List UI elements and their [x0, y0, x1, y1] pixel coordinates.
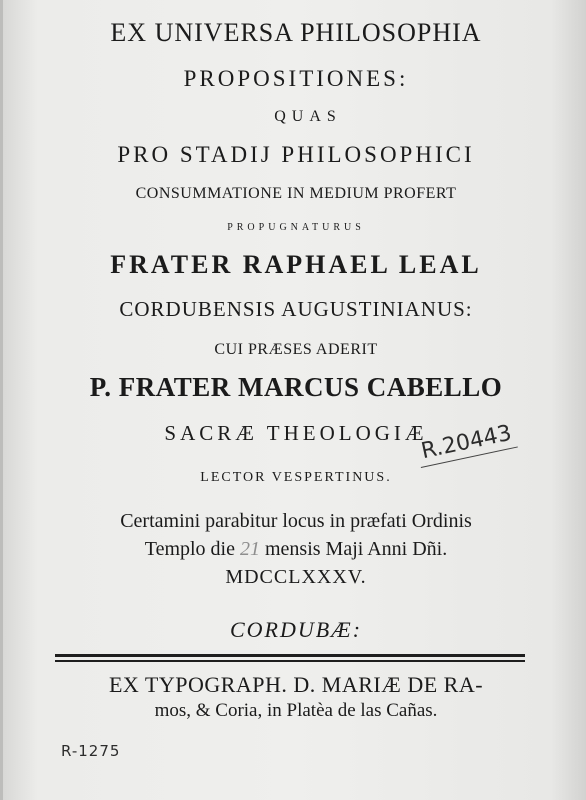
- consummatione-line: CONSUMMATIONE IN MEDIUM PROFERT: [135, 185, 457, 202]
- heading-line-1: EX UNIVERSA PHILOSOPHIA: [110, 18, 482, 47]
- event-text-after: mensis Maji Anni Dñi.: [260, 538, 448, 560]
- author-name: FRATER RAPHAEL LEAL: [110, 250, 482, 279]
- shelfmark: R-1275: [61, 742, 121, 760]
- heading-line-2: PROPOSITIONES:: [183, 66, 409, 91]
- praeses-name: P. FRATER MARCUS CABELLO: [89, 372, 503, 402]
- imprint-line-2: mos, & Coria, in Platèa de las Cañas.: [154, 700, 438, 721]
- divider-rule-thin: [55, 660, 525, 662]
- subject-line: PRO STADIJ PHILOSOPHICI: [117, 142, 475, 167]
- praeses-title: SACRÆ THEOLOGIÆ: [164, 421, 428, 445]
- quas-line: QUAS: [274, 108, 342, 125]
- event-line-1: Certamini parabitur locus in præfati Ordinis: [120, 510, 472, 532]
- event-day: 21: [240, 538, 260, 560]
- propugnaturus-line: PROPUGNATURUS: [227, 222, 365, 233]
- lector-line: LECTOR VESPERTINUS.: [200, 470, 392, 485]
- library-stamp-number: R.20443: [415, 420, 518, 468]
- event-line-2: [3, 538, 586, 561]
- divider-rule-thick: [55, 654, 525, 657]
- imprint-line-1: EX TYPOGRAPH. D. MARIÆ DE RA-: [108, 672, 484, 697]
- praeses-line: CUI PRÆSES ADERIT: [214, 341, 378, 358]
- event-text-before: Templo die: [144, 538, 240, 560]
- year-line: MDCCLXXXV.: [225, 566, 367, 588]
- author-affiliation: CORDUBENSIS AUGUSTINIANUS:: [119, 297, 473, 321]
- place-line: CORDUBÆ:: [229, 617, 363, 642]
